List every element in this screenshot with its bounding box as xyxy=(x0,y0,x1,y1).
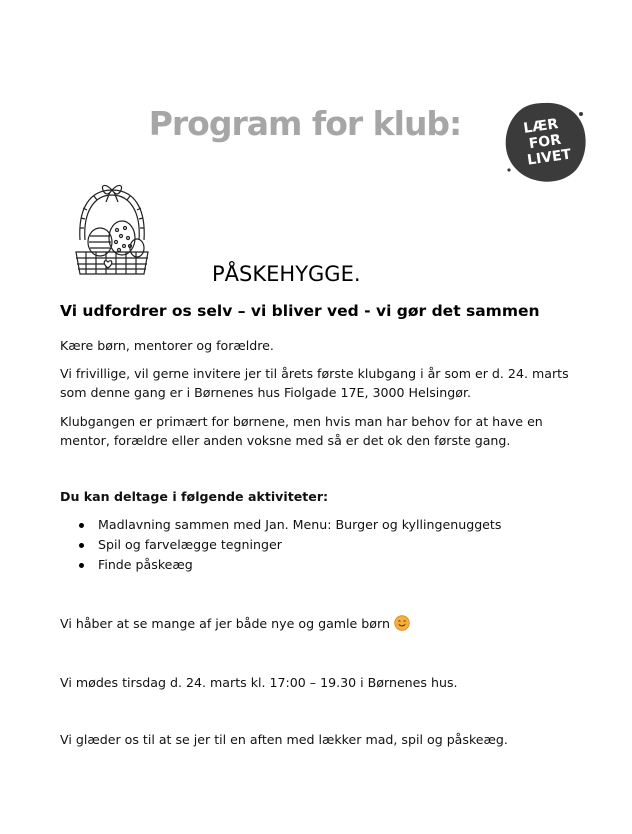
activity-list xyxy=(60,515,501,575)
easter-basket-icon xyxy=(70,178,154,278)
tagline: Vi udfordrer os selv – vi bliver ved - vi gør det sammen xyxy=(60,302,540,320)
mentor-paragraph: Klubgangen er primært for børnene, men hvis man har behov for at have en mentor, forældre eller anden voksne med så er det ok den første gang. xyxy=(60,414,543,448)
hope-text: Vi håber at se mange af jer både nye og gamle børn xyxy=(60,616,390,631)
svg-text:FOR: FOR xyxy=(527,131,563,153)
svg-text:LÆR: LÆR xyxy=(522,116,560,137)
invite-paragraph: Vi frivillige, vil gerne invitere jer til årets første klubgang i år som er d. 24. marts som denne gang er i Børnenes hus Fiolgade 17E, 3000 Helsingør. xyxy=(60,366,569,400)
bullet-icon xyxy=(79,523,84,528)
activity-text: Finde påskeæg xyxy=(98,557,193,572)
bullet-icon xyxy=(79,543,84,548)
closing-line: Vi glæder os til at se jer til en aften med lækker mad, spil og påskeæg. xyxy=(60,732,508,747)
activities-heading: Du kan deltage i følgende aktiviteter: xyxy=(60,489,329,504)
list-item xyxy=(60,535,501,555)
greeting: Kære børn, mentorer og forældre. xyxy=(60,338,274,353)
activity-text: Spil og farvelægge tegninger xyxy=(98,537,282,552)
bullet-icon xyxy=(79,563,84,568)
list-item xyxy=(60,515,501,535)
page-title: Program for klub: xyxy=(148,104,462,143)
svg-text:LIVET: LIVET xyxy=(526,146,573,169)
list-item xyxy=(60,555,501,575)
meeting-info: Vi mødes tirsdag d. 24. marts kl. 17:00 – 19.30 i Børnenes hus. xyxy=(60,675,458,690)
laer-for-livet-logo xyxy=(503,100,587,184)
smiling-face-icon xyxy=(394,615,410,631)
hope-line xyxy=(60,614,590,633)
activity-text: Madlavning sammen med Jan. Menu: Burger og kyllingenuggets xyxy=(98,517,502,532)
event-name: PÅSKEHYGGE. xyxy=(212,262,361,286)
